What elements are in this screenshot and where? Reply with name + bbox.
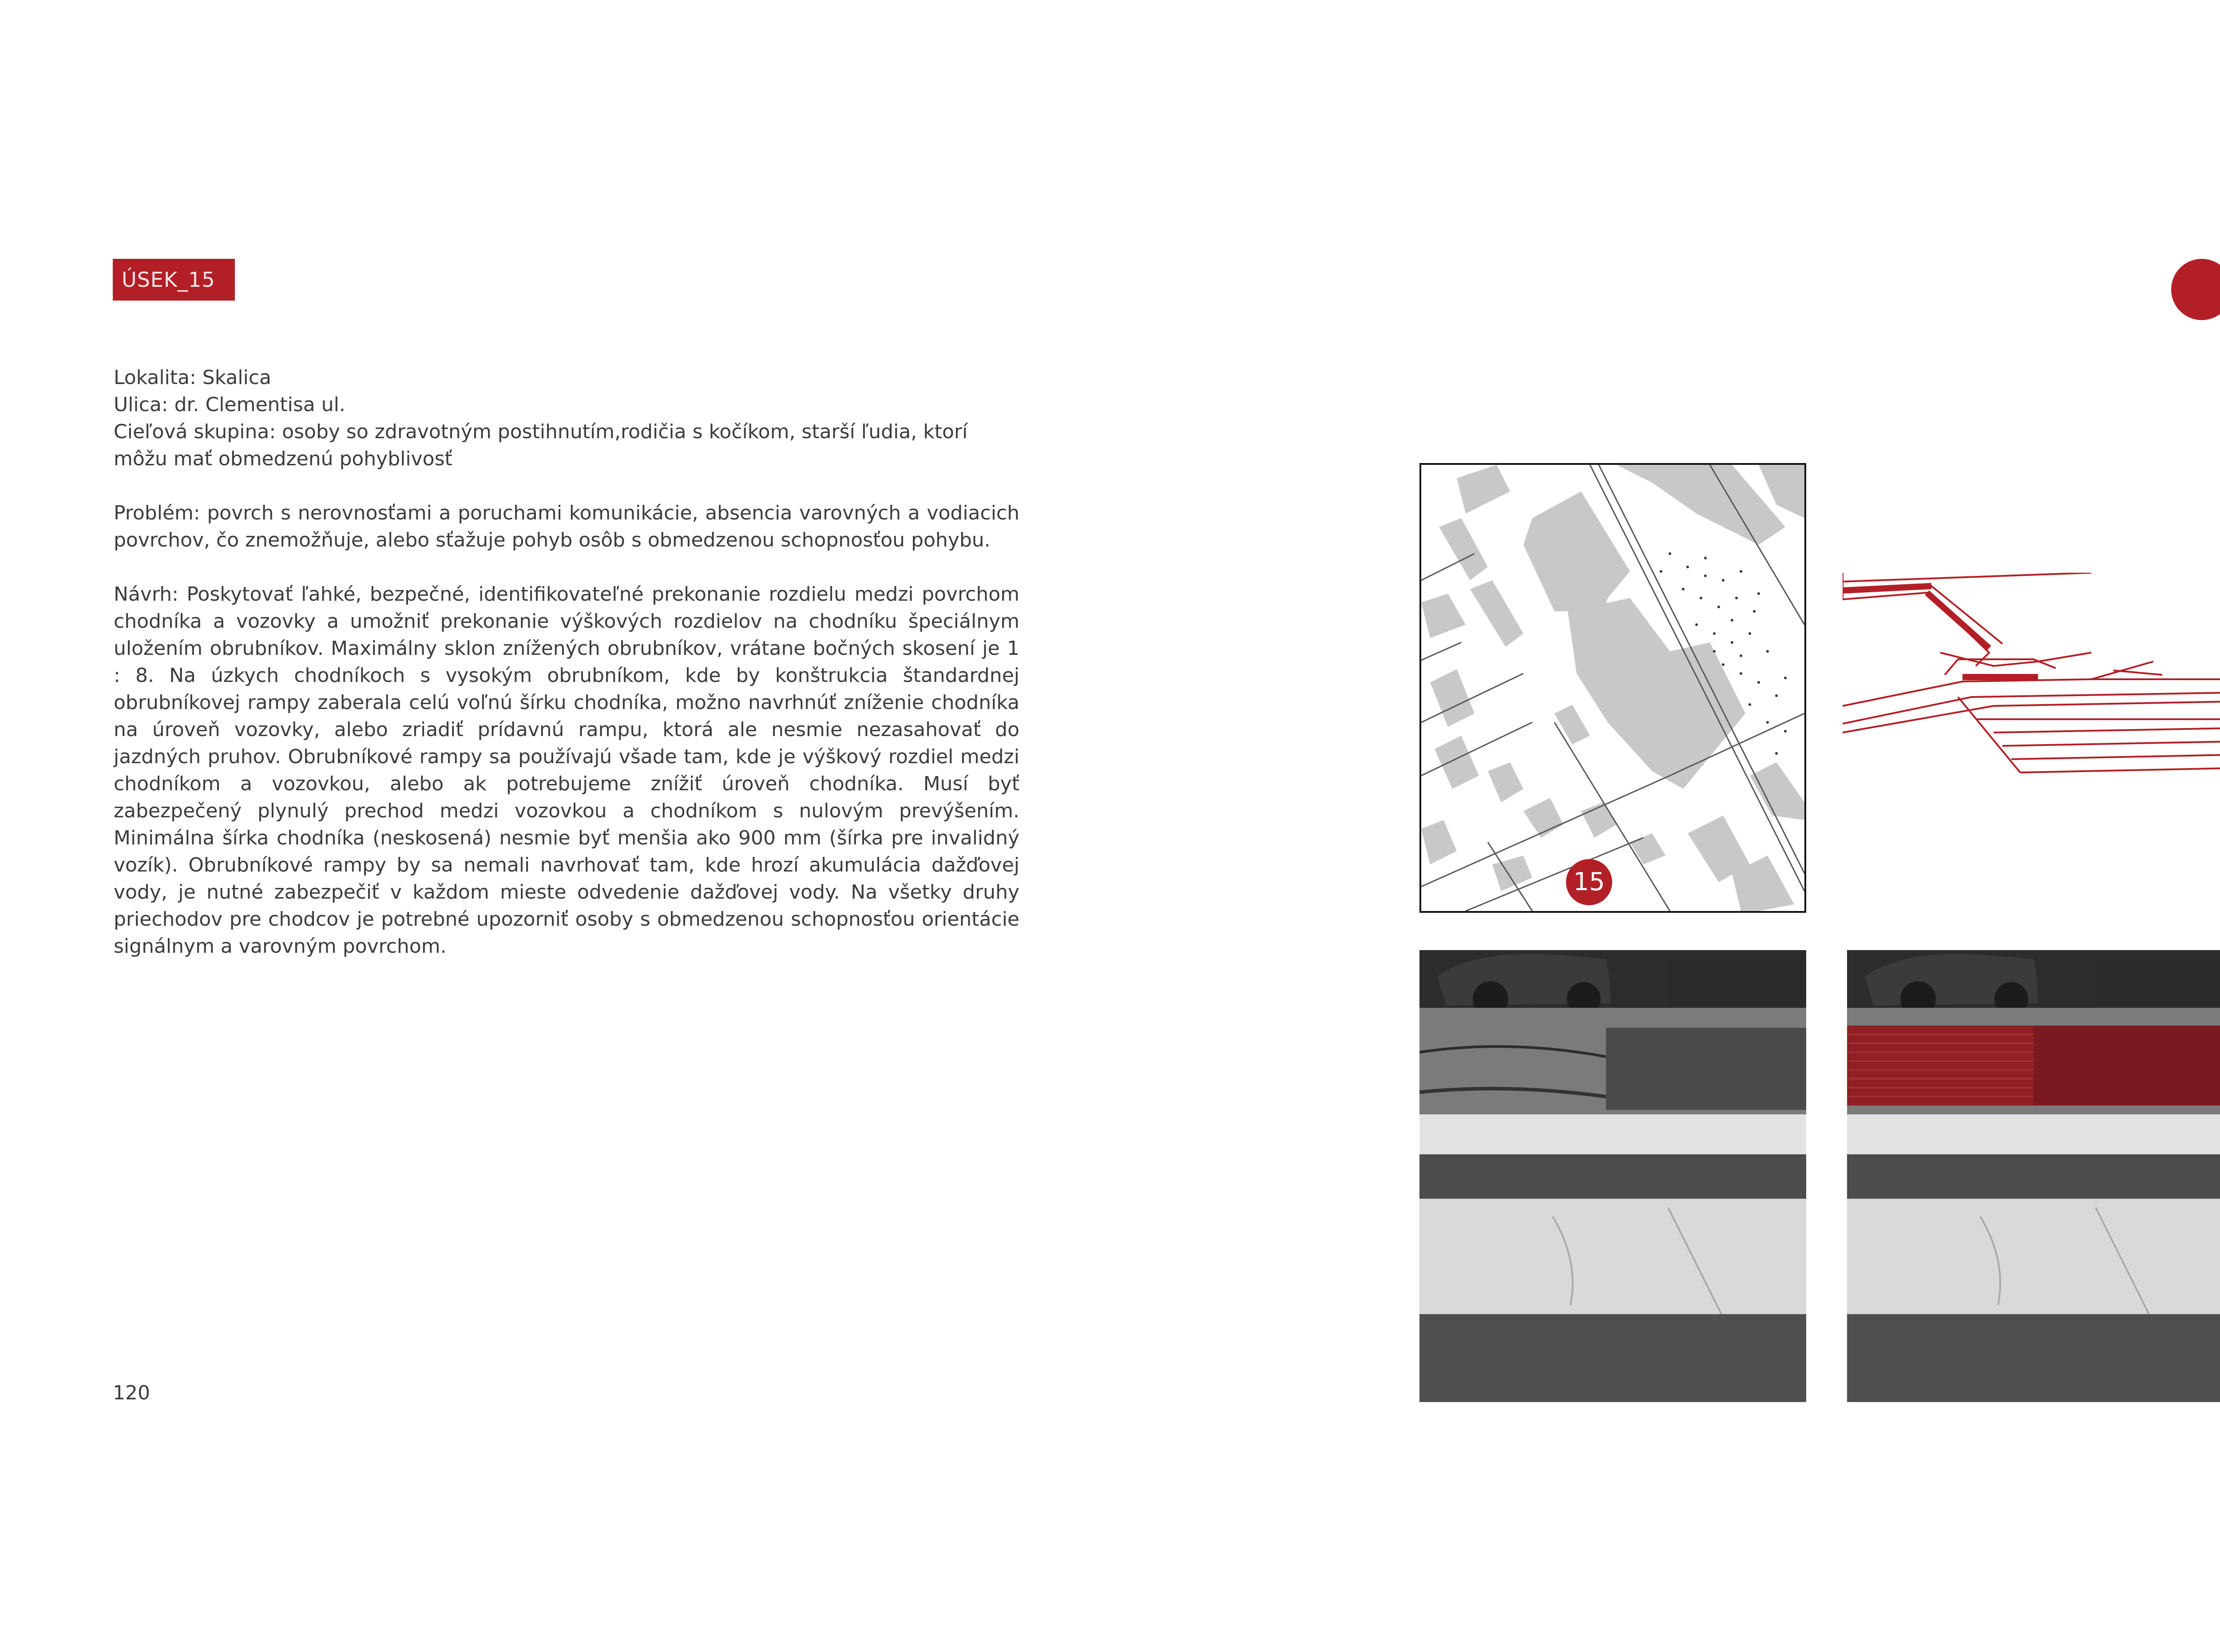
target-group-line: Cieľová skupina: osoby so zdravotným postihnutím,rodičia s kočíkom, starší ľudia, ktorí môžu mať obmedzenú pohyblivosť — [114, 420, 968, 470]
section-marker-dot — [2171, 259, 2220, 320]
location-line: Lokalita: Skalica — [114, 366, 272, 389]
section-tag: ÚSEK_15 — [113, 259, 235, 301]
photo-existing-drawing — [1419, 950, 1806, 1402]
photo-existing-crossing — [1419, 950, 1806, 1402]
photo-proposed-drawing — [1847, 950, 2220, 1402]
proposal-paragraph: Návrh: Poskytovať ľahké, bezpečné, identifikovateľné prekonanie rozdielu medzi povrchom chodníka a vozovky a umožniť prekonanie výškových rozdielov na chodníku špeciálnym uložením obrubníkov. Maximálny sklon znížených obrubníkov, vrátane bočných skosení je 1 : 8. Na úzkych chodníkoch s vysokým obrubníkom, kde by konštrukcia štandardnej obrubníkovej rampy zaberala celú voľnú šírku chodníka, možno navrhnúť zníženie chodníka na úroveň vozovky, alebo zriadiť prídavnú rampu, ktorá ale nesmie nezasahovať do jazdných pruhov. Obrubníkové rampy sa používajú všade tam, kde je výškový rozdiel medzi chodníkom a vozovkou, alebo ak potrebujeme znížiť úroveň chodníka. Musí byť zabezpečený plynulý prechod medzi vozovkou a chodníkom s nulovým prevýšením. Minimálna šírka chodníka (neskosená) nesmie byť menšia ako 900 mm (šírka pre invalidný vozík). Obrubníkové rampy by sa nemali navrhovať tam, kde hrozí akumulácia dažďovej vody, je nutné zabezpečiť v každom mieste odvedenie dažďovej vody. Na všetky druhy priechodov pre chodcov je potrebné upozorniť osoby s obmedzenou schopnosťou orientácie signálnym a varovným povrchom. — [114, 583, 1019, 958]
curb-ramp-diagram — [1843, 573, 2220, 786]
description-text — [114, 364, 1019, 960]
map-buildings — [1421, 465, 1804, 911]
photo-proposed-crossing — [1847, 950, 2220, 1402]
map-marker-15 — [1566, 859, 1612, 905]
problem-paragraph: Problém: povrch s nerovnosťami a poruchami komunikácie, absencia varovných a vodiacich povrchov, čo znemožňuje, alebo sťažuje pohyb osôb s obmedzenou schopnosťou pohybu. — [114, 502, 1019, 551]
street-line: Ulica: dr. Clementisa ul. — [114, 393, 345, 416]
map-marker-label: 15 — [1573, 868, 1605, 896]
page-number: 120 — [113, 1382, 150, 1404]
curb-ramp-drawing — [1843, 573, 2220, 786]
map-drawing — [1421, 465, 1804, 911]
situation-map — [1419, 463, 1806, 913]
